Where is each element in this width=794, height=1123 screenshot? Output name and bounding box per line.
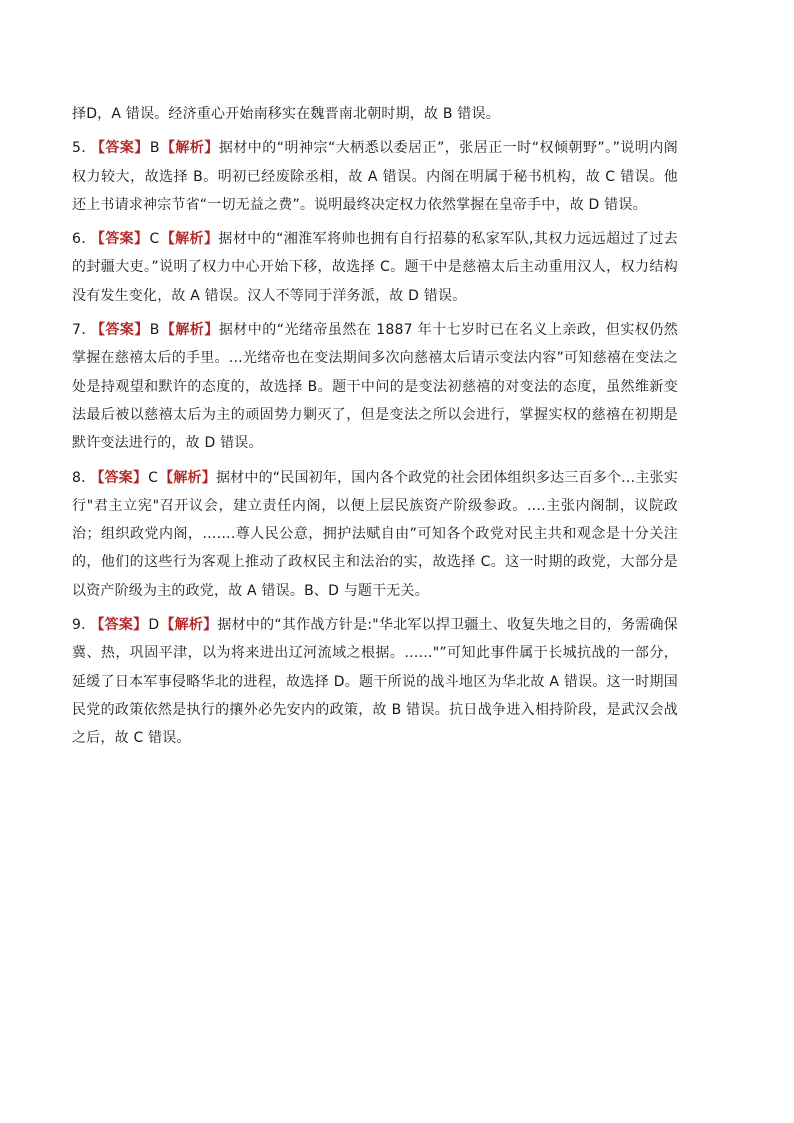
answer-letter: C	[148, 469, 159, 486]
question-5-explanation	[72, 134, 678, 219]
question-7-explanation	[72, 316, 678, 457]
question-8-explanation	[72, 464, 678, 605]
question-number: 8．	[72, 469, 96, 486]
answer-letter: D	[148, 617, 160, 634]
question-number: 5．	[72, 140, 96, 157]
analysis-text: 据材中的“明神宗“大柄悉以委居正”，张居正一时“权倾朝野”。”说明内阁权力较大，故选择 B。明初已经废除丞相，故 A 错误。内阁在明属于秘书机构，故 C 错误。他还上书请求神宗节省“一切无益之费”。说明最终决定权力依然掌握在皇帝手中，故 D 错误。	[72, 140, 678, 213]
answer-tag: 【答案】	[97, 322, 149, 339]
analysis-tag: 【解析】	[160, 322, 219, 339]
analysis-tag: 【解析】	[160, 140, 219, 157]
answer-letter: B	[149, 140, 160, 157]
question-6-explanation	[72, 225, 678, 310]
analysis-tag: 【解析】	[160, 617, 218, 634]
answer-letter: C	[149, 231, 160, 248]
answer-tag: 【答案】	[97, 469, 148, 486]
analysis-tag: 【解析】	[160, 231, 219, 248]
paragraph-text: 择D，A 错误。经济重心开始南移实在魏晋南北朝时期，故 B 错误。	[72, 106, 500, 122]
answer-tag: 【答案】	[97, 140, 149, 157]
analysis-text: 据材中的“民国初年，国内各个政党的社会团体组织多达三百多个…主张实行"君主立宪"召开议会，建立责任内阁，以便上层民族资产阶级参政。….主张内阁制，议院政治；组织政党内阁，…….尊人民公意，拥护法赋自由”可知各个政党对民主共和观念是十分关注的，他们的这些行为客观上推动了政权民主和法治的实，故选择 C。这一时期的政党，大部分是以资产阶级为主的政党，故 A 错误。B、D 与题干无关。	[72, 469, 678, 599]
question-number: 7．	[72, 322, 96, 339]
continued-paragraph	[72, 100, 678, 128]
answer-tag: 【答案】	[97, 617, 148, 634]
question-number: 9．	[72, 617, 96, 634]
document-body	[72, 100, 678, 759]
question-9-explanation	[72, 611, 678, 752]
answer-tag: 【答案】	[97, 231, 149, 248]
analysis-text: 据材中的“湘淮军将帅也拥有自行招募的私家军队,其权力远远超过了过去的封疆大吏。”说明了权力中心开始下移，故选择 C。题干中是慈禧太后主动重用汉人，权力结构没有发生变化，故 A 错误。汉人不等同于洋务派，故 D 错误。	[72, 231, 678, 304]
analysis-text: 据材中的“光绪帝虽然在 1887 年十七岁时已在名义上亲政，但实权仍然掌握在慈禧太后的手里。…光绪帝也在变法期间多次向慈禧太后请示变法内容”可知慈禧在变法之处是持观望和默许的态度的，故选择 B。题干中问的是变法初慈禧的对变法的态度，虽然维新变法最后被以慈禧太后为主的顽固势力剿灭了，但是变法之所以会进行，掌握实权的慈禧在初期是默许变法进行的，故 D 错误。	[72, 322, 678, 452]
question-number: 6．	[72, 231, 96, 248]
analysis-text: 据材中的“其作战方针是:"华北军以捍卫疆土、收复失地之目的，务需确保冀、热，巩固平津，以为将来进出辽河流域之根据。……"”可知此事件属于长城抗战的一部分，延缓了日本军事侵略华北的进程，故选择 D。题干所说的战斗地区为华北故 A 错误。这一时期国民党的政策依然是执行的攘外必先安内的政策，故 B 错误。抗日战争进入相持阶段，是武汉会战之后，故 C 错误。	[72, 617, 678, 747]
analysis-tag: 【解析】	[159, 469, 216, 486]
answer-letter: B	[149, 322, 160, 339]
